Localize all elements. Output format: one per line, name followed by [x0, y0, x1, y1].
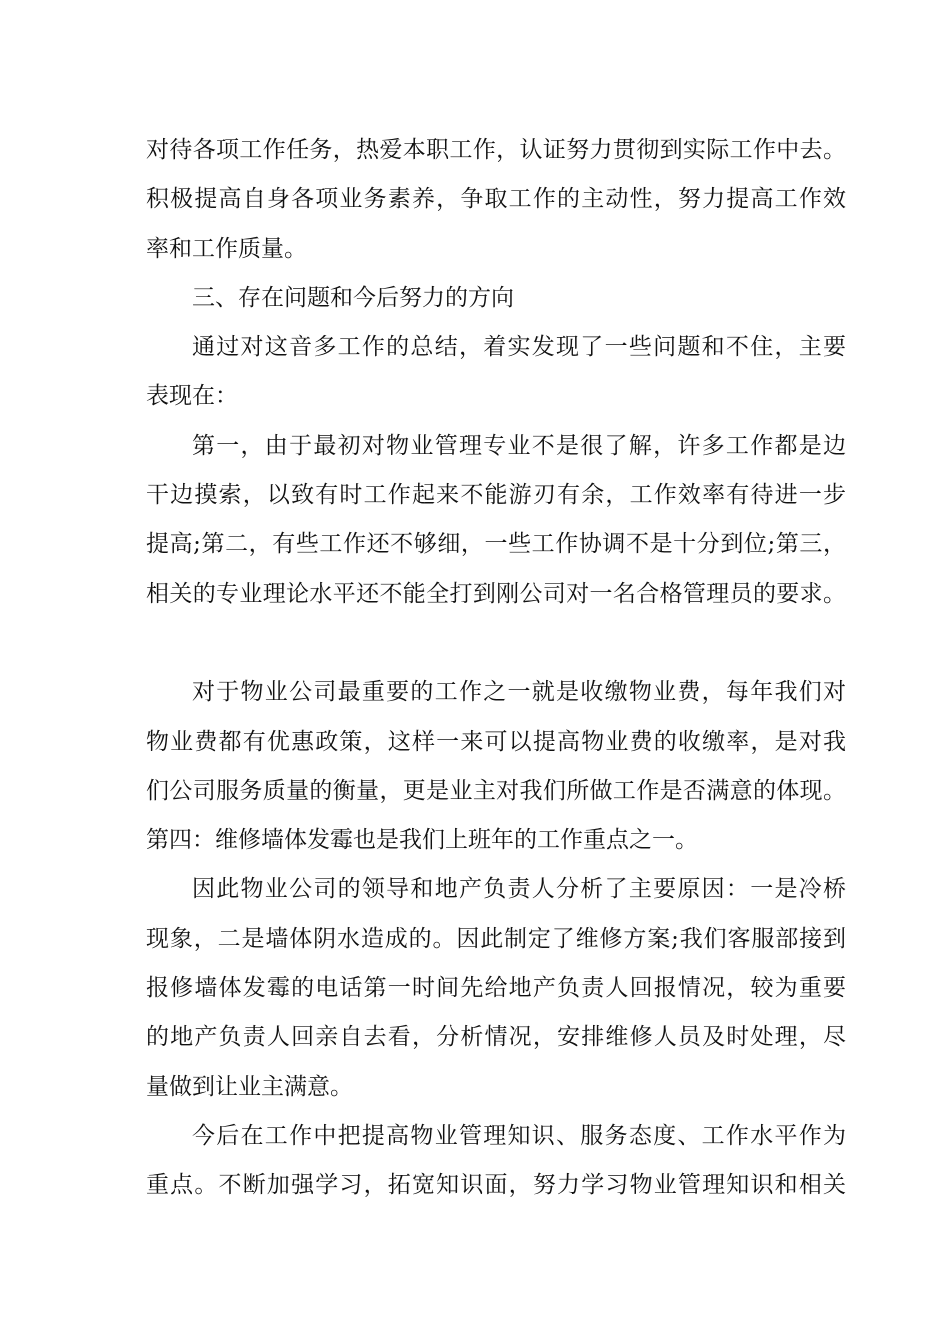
- document-body: [146, 126, 846, 1211]
- text-line: 因此物业公司的领导和地产负责人分析了主要原因：一是冷桥: [192, 876, 846, 903]
- text-line: 对待各项工作任务，热爱本职工作，认证努力贯彻到实际工作中去。: [146, 137, 846, 163]
- text-line: 提高;第二，有些工作还不够细，一些工作协调不是十分到位;第三，: [146, 531, 846, 558]
- section-heading: 三、存在问题和今后努力的方向: [192, 284, 514, 311]
- text-line: 重点。不断加强学习，拓宽知识面，努力学习物业管理知识和相关: [146, 1172, 846, 1199]
- text-line: 干边摸索，以致有时工作起来不能游刃有余，工作效率有待进一步: [146, 482, 846, 509]
- paragraph-gap: [146, 619, 846, 668]
- text-line: 物业费都有优惠政策，这样一来可以提高物业费的收缴率，是对我: [146, 728, 846, 755]
- text-line: 通过对这音多工作的总结，着实发现了一些问题和不住，主要: [192, 334, 846, 361]
- text-line: 的地产负责人回亲自去看，分析情况，安排维修人员及时处理，尽: [146, 1024, 846, 1051]
- text-line: 积极提高自身各项业务素养，争取工作的主动性，努力提高工作效: [146, 186, 846, 213]
- text-line: 现象，二是墙体阴水造成的。因此制定了维修方案;我们客服部接到: [146, 925, 846, 952]
- text-line: 表现在：: [146, 383, 238, 410]
- text-line: 们公司服务质量的衡量，更是业主对我们所做工作是否满意的体现。: [146, 777, 846, 804]
- text-line: 第四：维修墙体发霉也是我们上班年的工作重点之一。: [146, 827, 698, 854]
- text-line: 第一，由于最初对物业管理专业不是很了解，许多工作都是边: [192, 432, 846, 459]
- text-line: 报修墙体发霉的电话第一时间先给地产负责人回报情况，较为重要: [146, 975, 846, 1002]
- text-line: 率和工作质量。: [146, 235, 307, 262]
- text-line: 今后在工作中把提高物业管理知识、服务态度、工作水平作为: [192, 1122, 846, 1149]
- text-line: 相关的专业理论水平还不能全打到刚公司对一名合格管理员的要求。: [146, 580, 846, 607]
- text-line: 对于物业公司最重要的工作之一就是收缴物业费，每年我们对: [192, 679, 846, 706]
- text-line: 量做到让业主满意。: [146, 1073, 353, 1100]
